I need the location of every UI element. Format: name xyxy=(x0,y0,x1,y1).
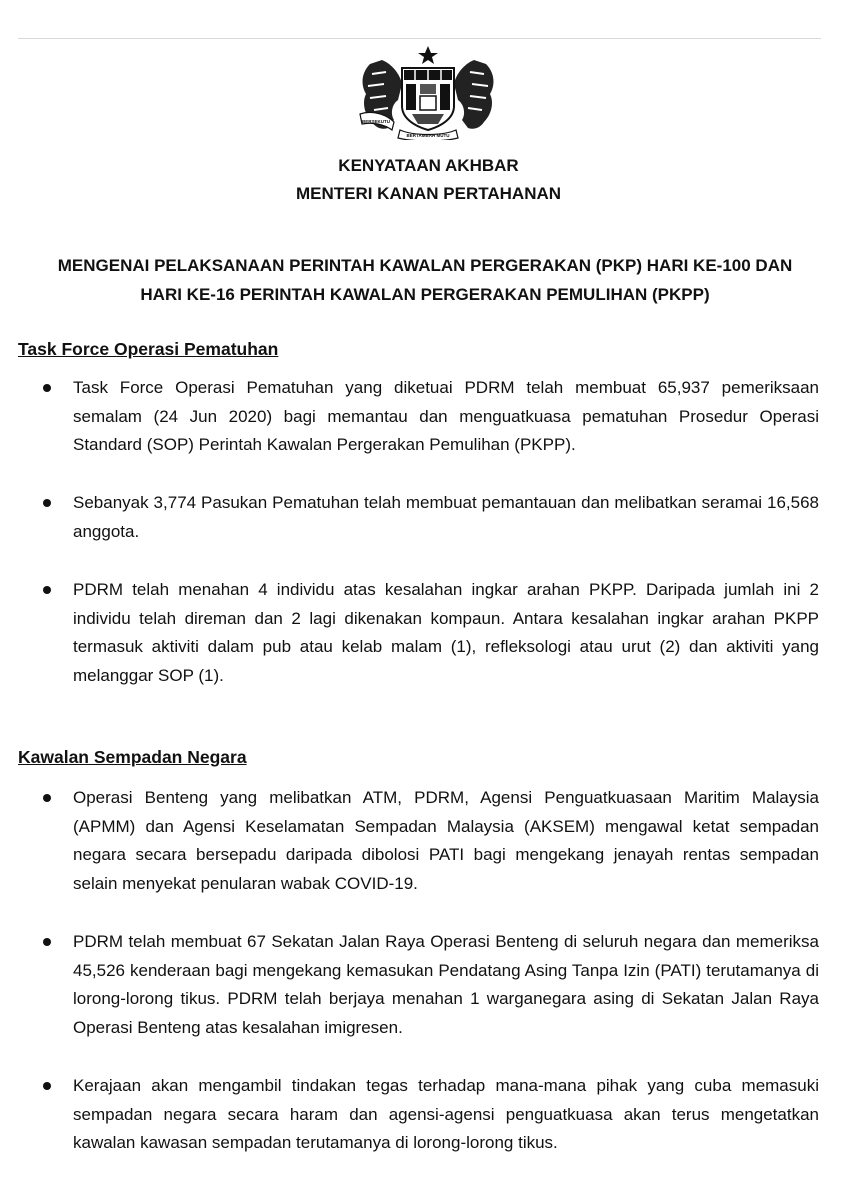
coat-of-arms-icon xyxy=(352,44,504,140)
ministry-label: MENTERI KANAN PERTAHANAN xyxy=(295,184,562,203)
document-title: MENGENAI PELAKSANAAN PERINTAH KAWALAN PERGERAKAN (PKP) HARI KE-100 DAN HARI KE-16 PERINTAH KAWALAN PERGERAKAN PEMULIHAN (PKPP) xyxy=(57,256,793,304)
section-heading-border-control: Kawalan Sempadan Negara xyxy=(18,747,247,767)
list-item: PDRM telah membuat 67 Sekatan Jalan Raya Operasi Benteng di seluruh negara dan memeriksa 45,526 kenderaan bagi mengekang kemasukan Pendatang Asing Tanpa Izin (PATI) terutamanya di lorong-lorong tikus. PDRM telah berjaya menahan 1 warganegara asing di Sekatan Jalan Raya Operasi Benteng atas kesalahan imigresen. xyxy=(73,928,819,1042)
press-statement-label: KENYATAAN AKHBAR xyxy=(338,156,519,175)
crest-motto-left: BERSEKUTU xyxy=(361,119,391,124)
list-item: PDRM telah menahan 4 individu atas kesalahan ingkar arahan PKPP. Daripada jumlah ini 2 individu telah direman dan 2 lagi dikenakan kompaun. Antara kesalahan ingkar arahan PKPP termasuk aktiviti dalam pub atau kelab malam (1), refleksologi atau urut (2) dan aktiviti yang melanggar SOP (1). xyxy=(73,576,819,690)
list-item: Task Force Operasi Pematuhan yang diketuai PDRM telah membuat 65,937 pemeriksaan semalam (24 Jun 2020) bagi memantau dan menguatkuasa pematuhan Prosedur Operasi Standard (SOP) Perintah Kawalan Pergerakan Pemulihan (PKPP). xyxy=(73,374,819,460)
section-heading-compliance: Task Force Operasi Pematuhan xyxy=(18,339,279,359)
top-divider xyxy=(18,38,821,39)
list-item: Kerajaan akan mengambil tindakan tegas terhadap mana-mana pihak yang cuba memasuki sempadan negara secara haram dan agensi-agensi penguatkuasa akan terus mengetatkan kawalan kawasan sempadan terutamanya di lorong-lorong tikus. xyxy=(73,1072,819,1158)
crest-motto-right: BERTAMBAH MUTU xyxy=(406,133,450,138)
list-item: Operasi Benteng yang melibatkan ATM, PDRM, Agensi Penguatkuasaan Maritim Malaysia (APMM) dan Agensi Keselamatan Sempadan Malaysia (AKSEM) mengawal ketat sempadan negara secara bersepadu daripada dibolosi PATI bagi mengekang jenayah rentas sempadan selain menyekat penularan wabak COVID-19. xyxy=(73,784,819,898)
list-item: Sebanyak 3,774 Pasukan Pematuhan telah membuat pemantauan dan melibatkan seramai 16,568 anggota. xyxy=(73,489,819,546)
